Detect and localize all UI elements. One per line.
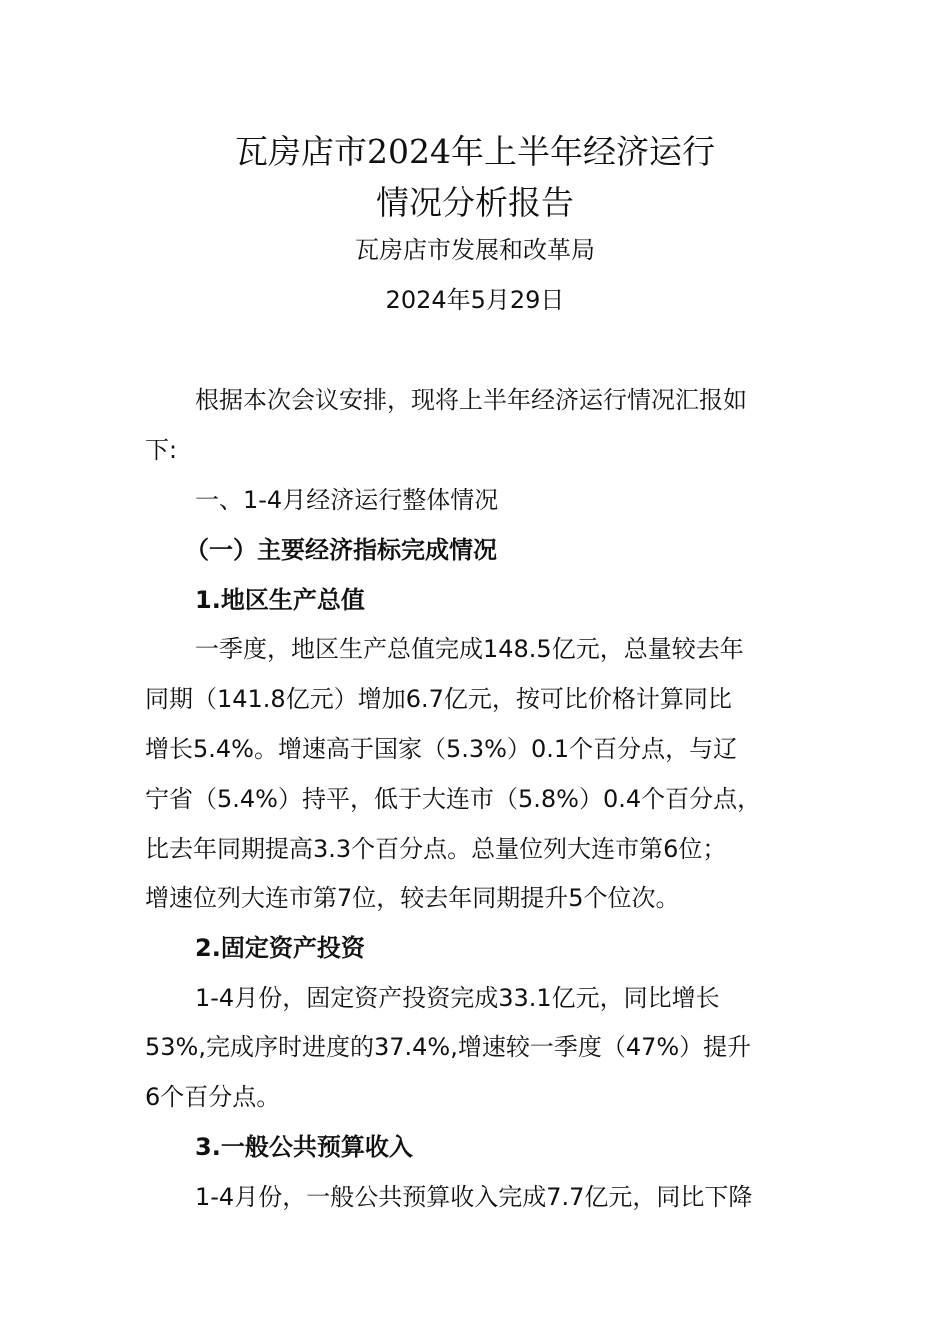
document-title-line-1: 瓦房店市2024年上半年经济运行 [235,132,715,171]
document-title-line-2: 情况分析报告 [376,183,574,222]
gdp-paragraph-line: 同期（141.8亿元）增加6.7亿元，按可比价格计算同比 [145,685,732,713]
investment-paragraph-line: 53%,完成序时进度的37.4%,增速较一季度（47%）提升 [145,1033,752,1061]
item-heading-gdp: 1.地区生产总值 [195,586,365,614]
subsection-heading-1: （一）主要经济指标完成情况 [185,536,497,564]
item-heading-fixed-asset-investment: 2.固定资产投资 [195,934,365,962]
section-heading-1: 一、1-4月经济运行整体情况 [195,486,499,514]
gdp-paragraph-line: 增长5.4%。增速高于国家（5.3%）0.1个百分点，与辽 [145,735,738,763]
gdp-paragraph-line: 一季度，地区生产总值完成148.5亿元，总量较去年 [195,635,744,663]
budget-paragraph-line: 1-4月份，一般公共预算收入完成7.7亿元，同比下降 [195,1183,753,1211]
gdp-paragraph-line: 宁省（5.4%）持平，低于大连市（5.8%）0.4个百分点， [145,785,762,813]
intro-paragraph-line-2: 下: [145,436,178,464]
gdp-paragraph-line: 比去年同期提高3.3个百分点。总量位列大连市第6位； [145,835,727,863]
issuing-organization: 瓦房店市发展和改革局 [355,236,595,264]
item-heading-public-budget-revenue: 3.一般公共预算收入 [195,1133,413,1161]
intro-paragraph-line-1: 根据本次会议安排，现将上半年经济运行情况汇报如 [195,386,747,414]
document-date: 2024年5月29日 [385,286,565,314]
gdp-paragraph-line: 增速位列大连市第7位，较去年同期提升5个位次。 [145,884,680,912]
investment-paragraph-line: 6个百分点。 [145,1083,281,1111]
investment-paragraph-line: 1-4月份，固定资产投资完成33.1亿元，同比增长 [195,984,720,1012]
